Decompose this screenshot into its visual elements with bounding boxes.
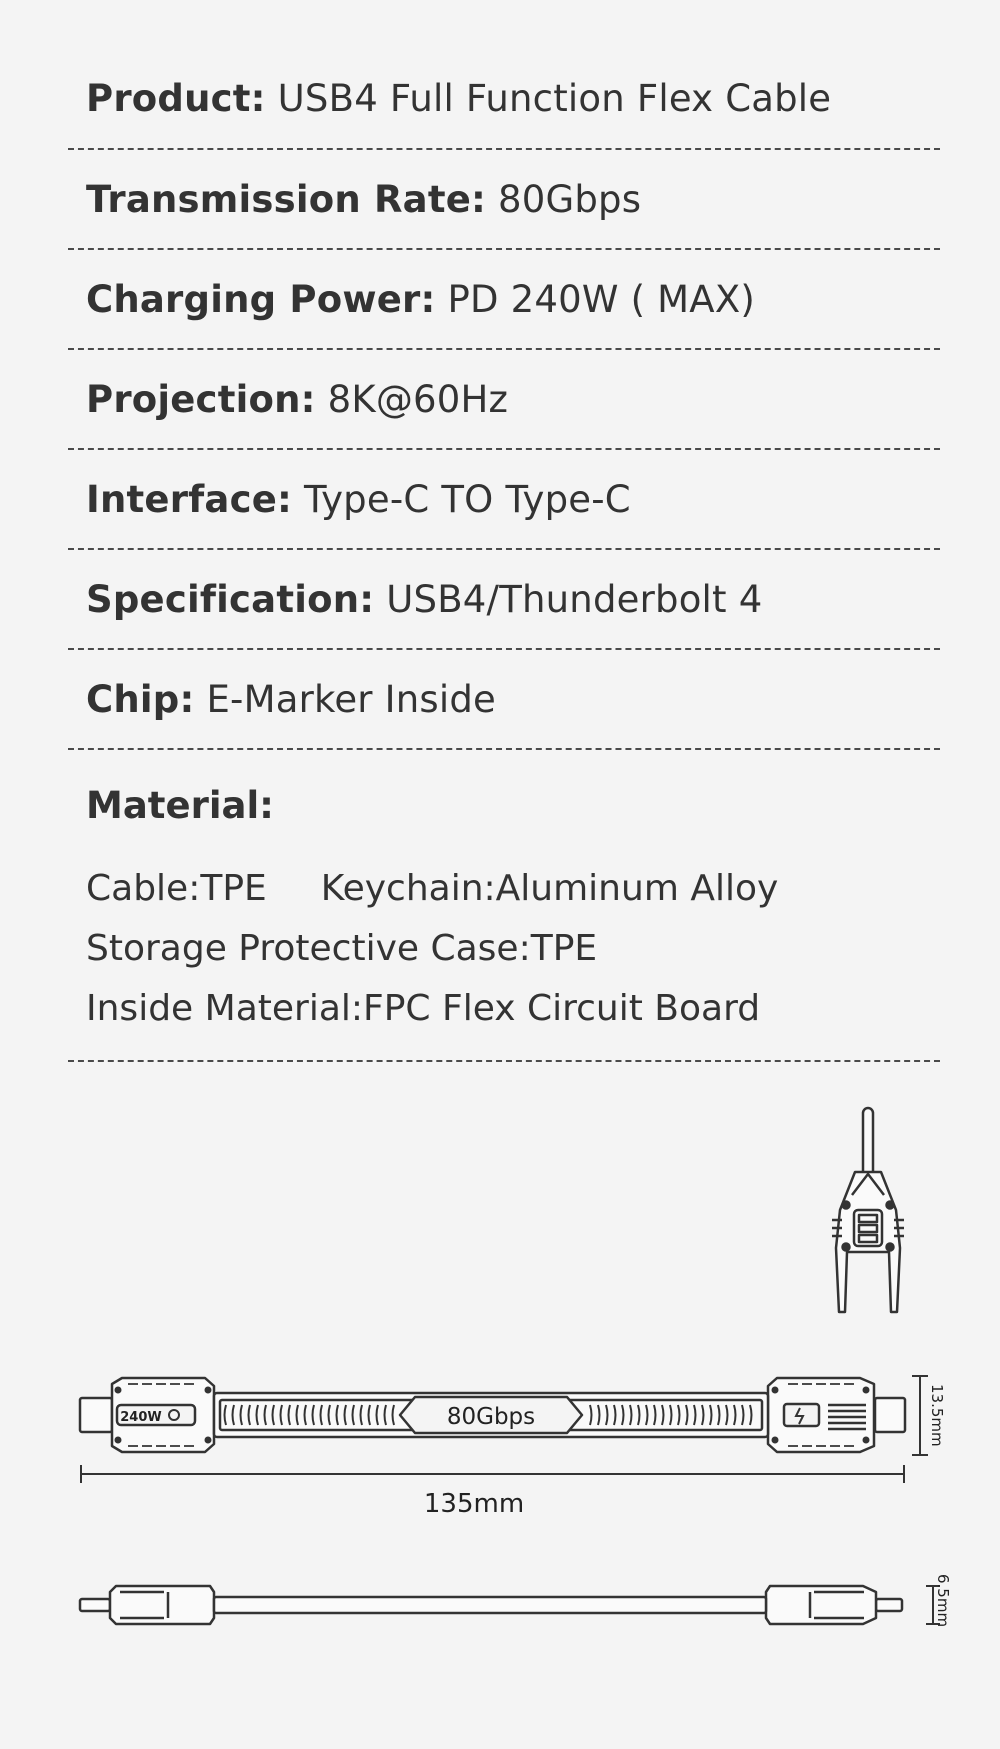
spec-value: E-Marker Inside [206,677,497,721]
spec-label: Projection: [86,377,316,421]
spec-label: Chip: [86,677,195,721]
spec-value: 8K@60Hz [327,377,509,421]
material-cable: Cable:TPE [86,868,267,909]
height-dimension-marker [912,1376,928,1455]
spec-label: Interface: [86,477,293,521]
power-badge-text: 240W [120,1410,162,1425]
material-keychain: Keychain:Aluminum Alloy [320,868,779,909]
cable-side-view [80,1586,902,1624]
material-inside: Inside Material:FPC Flex Circuit Board [86,988,761,1029]
spec-label: Product: [86,76,266,120]
spec-label: Transmission Rate: [86,177,486,221]
spec-value: Type-C TO Type-C [304,477,631,521]
spec-value: 80Gbps [498,177,642,221]
spec-value: USB4 Full Function Flex Cable [277,76,832,120]
thickness-dimension-label: 6.5mm [934,1574,952,1628]
spec-label: Specification: [86,577,375,621]
material-case: Storage Protective Case:TPE [86,928,598,969]
length-dimension-marker [81,1465,904,1483]
spec-value: PD 240W ( MAX) [447,277,755,321]
height-dimension-label: 13.5mm [928,1384,946,1447]
spec-label: Charging Power: [86,277,436,321]
length-dimension-label: 135mm [423,1489,525,1519]
spec-value: USB4/Thunderbolt 4 [386,577,763,621]
speed-badge-text: 80Gbps [446,1404,536,1430]
material-title: Material: [86,784,274,827]
keychain-end-view [832,1108,904,1312]
